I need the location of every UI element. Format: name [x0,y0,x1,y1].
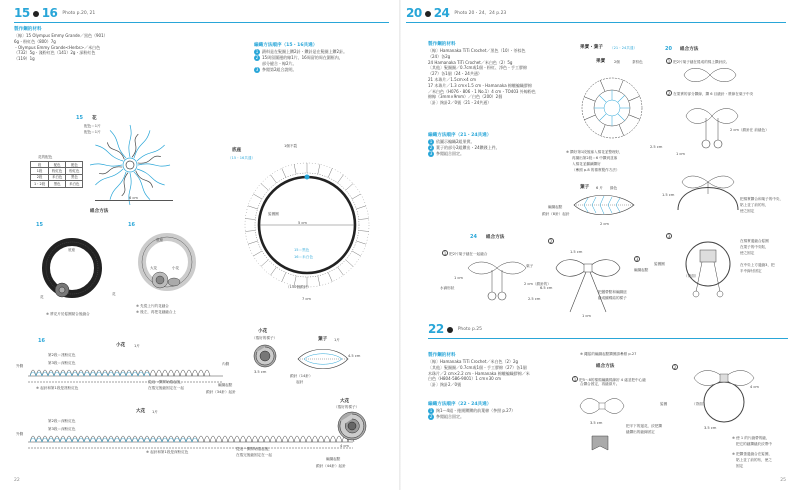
section22-step: 1 把5～8的棉棉編織棉線折 4 處並把中心縫 [573,377,646,382]
big-flower-note: 在捲完後縫固定在一起 [236,453,272,457]
material-line: （24）各2g [428,53,451,59]
fruit-leaf-edge: 鎖針（8針）起針 [542,212,570,216]
combine20-tie: 髮圈圈 [654,262,665,266]
fruit-chart [572,68,652,148]
small-flower-note: 從這一開開始捲起後， [148,380,184,384]
fruit-leaf-chart [572,192,636,218]
combine-a-label: 花 [112,292,116,296]
combine20-size: 1 cm [676,152,685,156]
material-line: 〔針〕鉤針2／0號（21・24共通） [428,100,492,106]
base-inner-size: 5 cm [298,221,307,225]
step-item: 2 參閱組合固定。 [429,413,464,419]
leaf-title: 葉子 [318,337,328,342]
combine24-title: 組合方法 [486,235,505,240]
combine-note: ※ 後左，再把花縫縫合上 [136,310,177,314]
material-line: 〔其他〕髮圈圈／0.7cm或1個・粉紅、淨色・手工膠棉 [428,65,528,71]
small-flower-row: 第3段＝深粉紅色 [48,361,76,365]
combine24-step: 1 把2片葉子縫在一起縫合 [443,251,488,256]
wreath-a-illustration [32,228,112,308]
combine24-size: 1 cm [454,276,463,280]
combine20-note: 把棉實鑽合和葉子的中央， [740,197,784,201]
fruit-note: 再織出第2段＝6 中鑽到並塞 [572,156,618,160]
combine20-title: 組合方法 [680,47,699,52]
combine24-edge: 編織起點 [634,268,649,272]
left-header [14,6,95,22]
base-color-b: 16＝米白色 [294,255,313,259]
section22-note: ※ 繩髮的編織起點鑽圈請參照 p.27 [580,352,637,356]
tag-illustration [590,434,610,452]
section22-number: 22 [428,322,444,336]
leaf-pair-illustration [682,64,738,86]
big-flower-note: 從這一開開始捲起後， [236,447,272,451]
step-item: 2 葉子的部分2組鑽出・24鑽錢上件。 [429,144,500,150]
combine20-step: 1 把2片葉子縫在捲成的棉上鑽針絞。 [667,59,730,64]
dimension-line [95,200,173,201]
small-flower-outer: 外側 [16,364,24,368]
material-line: ／米白色（H076・806・1 No.1）4 cm・TO403 外線粉色 [428,88,536,94]
leaf-count: 1片 [334,338,340,342]
material-line: 棉線（3mm×9mm）／白色（200）2個 [428,94,503,100]
big-badge-sub: （捲好的樣子） [334,405,360,409]
small-flower-title: 小花 [116,343,126,348]
combine-b-label: 底座 [156,238,164,242]
combine24-note: 把鍛帶點和編織紐 [598,290,627,294]
fruit-leaf-count: 6 片 [596,186,604,190]
fruit-color: 茶棕色 [632,60,643,64]
step-item: 3 參閱組合固定。 [429,150,464,156]
fruit-sub: （21・24共通） [610,46,638,50]
big-rose-icon [336,410,368,442]
flower-number: 15 [76,115,83,121]
section22-step-cont: 合鑽合固定，再縫兩片。 [580,382,620,386]
combine24-note: 縫成蝴蝶結的樣子 [598,296,627,300]
section22-tie: 髮圈 [660,402,668,406]
big-flower-row: 第2段＝深粉紅色 [48,419,76,423]
material-line: （732）5g・淺粉紅色（141）2g・深粉紅色 [14,50,96,56]
material-line: 17 木珠片／1.3 cm×1.5 cm・Hamanaka 棉蠟編織膠棉 [428,82,532,88]
combine20-note: 在中央上方邊縫3，把 [740,263,775,267]
wreath-b-illustration [130,225,205,300]
big-flower-chart [28,424,358,456]
combine-a-label: 底座 [68,248,76,252]
header-rule [14,22,389,23]
section22-size: 3.5 cm [704,426,717,430]
combine-a-label: 花 [40,295,44,299]
flower-title: 花 [92,116,97,121]
section22-size: 4 cm [750,385,759,389]
section22-combine-title: 組合方法 [596,364,615,369]
combine20-step: 3 [667,234,671,239]
material-line: 〔線〕Hamanaka TiTi Crochet／米白色（2）2g [428,358,519,364]
material-line: 木珠片／2 cm×2.2 cm・Hamanaka 棉蠟編織膠棉／米 [428,370,530,376]
small-flower-number: 16 [38,338,45,344]
small-flower-edge: 鎖針（34針）起針 [206,390,236,394]
materials-block [428,42,568,106]
fruit-count: 2個 [614,60,620,64]
material-line: 〔線〕15 Olympus Emmy Grande／黑色（901） [14,32,108,38]
step-item: 1 依圖示編織2組果實。 [429,138,475,144]
fruit-inner-title: 果實 [596,59,606,64]
section22-note: ※ 使 1 的片縫帶的縫， [732,436,770,440]
base-inner-label: 髮圈圈 [268,212,279,216]
fruit-leaf-edge: 編織起點 [548,205,563,209]
section22-note: ※ 把鑽蛋邊縫合在髮圈， [732,452,773,456]
photo-ref: Photo 20・24、24 p.23 [454,10,507,16]
section22-rule [428,338,788,339]
base-color-a: 15＝黑色 [294,248,310,252]
bullet-dot-icon [425,11,431,17]
combine20-back: （背面） [684,274,699,278]
base-top-label: 1個不裂 [284,144,298,148]
header-rule [406,22,786,23]
section22-note: 固定 [736,464,744,468]
combine20-note: 在果子的中央貼， [740,245,769,249]
base-width: 7 cm [302,297,311,301]
color-table-title: 花的配色 [38,155,53,159]
big-badge-size: 4 cm [340,444,349,448]
small-bow-illustration [578,392,626,420]
leaf-chart [296,346,350,372]
bow-illustration [552,254,624,316]
leaf-start: 起針 [296,380,304,384]
pattern-number-to: 16 [41,6,58,20]
big-badge-title: 大花 [340,399,350,404]
fruit-leaf-title: 葉子 [580,185,590,190]
base-ring-chart [232,150,382,300]
steps-title: 編織方法順序（21・24共通） [428,133,492,138]
right-header [406,6,506,22]
bullet-dot-icon [33,11,39,17]
material-line: 21 木珠片／1.5cm×4 cm [428,76,477,82]
flower-sub: 配色＝1片 [84,124,101,128]
section22-note: 貼上並了前的布，使之 [736,458,772,462]
combine20-step: 2 在果實的部分鑽線，鑽 6 目繞針・將線在葉子中央 [667,91,754,96]
combine24-number: 24 [470,234,477,240]
combine20-number: 20 [665,46,672,52]
flower-sub: 配色＝1片 [84,130,101,134]
combine-title: 組合方法 [90,209,109,214]
leaf-edge: 鎖針（14針） [290,374,313,378]
big-flower-note: ※ 起針和第1段是深粉紅色 [146,450,189,454]
leaf-size: 4.5 cm [348,354,361,358]
combine24-note: 2.5 cm [528,297,541,301]
flower-chart [70,110,190,210]
bow-tie-ring-illustration [684,366,764,426]
section22-back: （背面） [692,402,707,406]
section22-header [428,322,482,338]
big-flower-edge: 鎖針（44針）起針 [316,464,346,468]
combine20-note: 使之固定 [740,251,755,255]
combine-a-number: 15 [36,222,43,228]
combine24-step: 2 [549,239,553,244]
combine20-note: 使之固定 [740,209,755,213]
combine24-note: 2 cm（鎖針的） [524,282,551,286]
flower-size: 6 cm [129,196,138,200]
base-bottom-label: （150個鎖針） [286,285,311,289]
page-number-left: 22 [14,478,20,484]
base-sub: （15・16共通） [228,156,256,160]
fruit-leaf-size: 2 cm [600,222,609,226]
big-flower-edge: 編織起點 [326,457,341,461]
page-number-right: 25 [780,478,786,484]
section22-steps [428,402,568,420]
fruit-note: 入棉花並繼續鑽好 [572,162,601,166]
steps-block [254,43,394,73]
material-line: 〔線〕Hamanaka TiTi Crochet／黑色（10）・茶棕色 [428,47,526,53]
section22-mat-title: 製作鋼的材料 [428,353,456,358]
small-flower-count: 1片 [134,344,140,348]
combine-b-label: 小花 [172,266,180,270]
section22-materials [428,353,568,388]
combine20-note: 半中線付固定 [740,269,762,273]
small-badge-size: 3.5 cm [254,370,267,374]
material-line: 〔針〕鉤針2／0號 [428,382,462,388]
material-line: （27）各1個（24・24共通） [428,71,482,77]
material-line: （119）1g [14,56,35,62]
material-line: 6g・粉紅色（800）7g [14,38,56,44]
base-title: 底座 [232,148,242,153]
combine20-note: 2 cm（鎖針在 前縫色） [730,128,769,132]
step-item: 3 參閱第2組合說明。 [255,66,297,72]
small-rose-icon [252,343,278,369]
step-item: 2 15周留圍邊的線1片、16周留的周在圍框內， [255,54,343,60]
combine20-note: 貼上並了前的布， [740,203,769,207]
small-flower-row: 第2段＝淺粉紅色 [48,353,76,357]
material-line: 24 Hamanaka TiTi Crochet／米白色（2）5g [428,59,513,65]
steps-block [428,133,568,157]
small-flower-note: 在捲完後縫固定在一起 [148,386,184,390]
combine24-note: 水滴形狀 [440,286,455,290]
fruit-leaf-color: 綠色 [610,186,618,190]
pattern-number-from: 20 [406,6,422,20]
section22-photo: Photo p.25 [457,326,482,332]
combine24-size: 1 cm [582,314,591,318]
material-line: 白色（H804-586-9001）1 cm×30 cm [428,376,502,382]
material-line: 〔其他〕髮圈圈／0.7cm或1個・手工膠棉（27）各1個 [428,364,527,370]
step-item: 1 鎖料是在髮圈上鑽2針・鑽針是在髮圈上鑽2針。 [255,48,348,54]
big-flower-count: 1片 [152,410,158,414]
section22-step: 2 [673,365,677,370]
combine-note: ※ 先從上片的花縫合 [136,304,169,308]
color-table: 段 配色 配色 1段 粉紅色 粉紅色 2段 米白色 黑色 1・2段 黑色 米白色 [30,161,83,188]
right-page [400,0,800,490]
step-item: 1 鉤1～4組・捲錢鑽鑽的前葉棉（參照 p.27） [429,407,516,413]
step-item: 部分縫合・線2片。 [262,60,297,66]
section22-steps-title: 編織方法順序（22・24共通） [428,402,492,407]
fruit-size: 2.5 cm [650,145,663,149]
bullet-dot-icon [447,327,453,333]
berry-leaf-illustration [462,258,532,306]
big-flower-title: 大花 [136,409,146,414]
combine24-step: 3 [635,257,639,262]
materials-title: 製作鋼的材料 [428,42,456,47]
pattern-number-to: 24 [433,6,450,20]
pattern-number-from: 15 [14,6,30,20]
materials-title: 製作鋼的材料 [14,27,42,32]
combine-b-number: 16 [128,222,135,228]
hair-tie-ring-illustration [672,170,744,218]
steps-title: 編織方法順序（15・16共通） [254,43,318,48]
fruit-title: 果實・葉子 [580,45,603,50]
materials-block [14,27,132,62]
small-flower-inner: 內側 [222,362,230,366]
fruit-note: ※ 鑽好第1段後塞入棉花並整理好， [566,150,623,154]
combine-b-label: 大花 [150,266,158,270]
section22-size: 3.5 cm [590,421,603,425]
combine24-note: 葉子 [526,264,534,268]
combine-note: ※ 將花片於髮圈黏合後縫合 [46,312,90,316]
combine20-note: 在棉實邊縫合髮圈 [740,239,769,243]
section22-note: 把它的縫鑽縫於絞帶中 [736,442,772,446]
back-tie-illustration [676,236,740,302]
small-badge-sub: （捲好的樣子） [252,336,278,340]
material-line: ・Olympus Emmy Grande<Herbs>／米白色 [14,44,101,50]
big-flower-outer: 外側 [16,432,24,436]
small-badge-title: 小花 [258,329,268,334]
combine24-size: 6.5 cm [540,286,553,290]
section22-note: 把半下的邊花，絞把鑽 [626,424,662,428]
combine20-size: 1.5 cm [662,193,675,197]
small-flower-note: ※ 起針和第1段是淺粉紅色 [36,386,79,390]
photo-ref: Photo p.20, 21 [62,10,96,16]
section22-note: 縫鑽出的縫線固定 [626,430,655,434]
small-flower-edge: 編織起點 [218,383,233,387]
big-flower-row: 第3段＝深粉紅色 [48,427,76,431]
fruit-note: （參照 p.8 的棉實製作方法） [572,168,620,172]
combine24-size: 1.5 cm [570,250,583,254]
